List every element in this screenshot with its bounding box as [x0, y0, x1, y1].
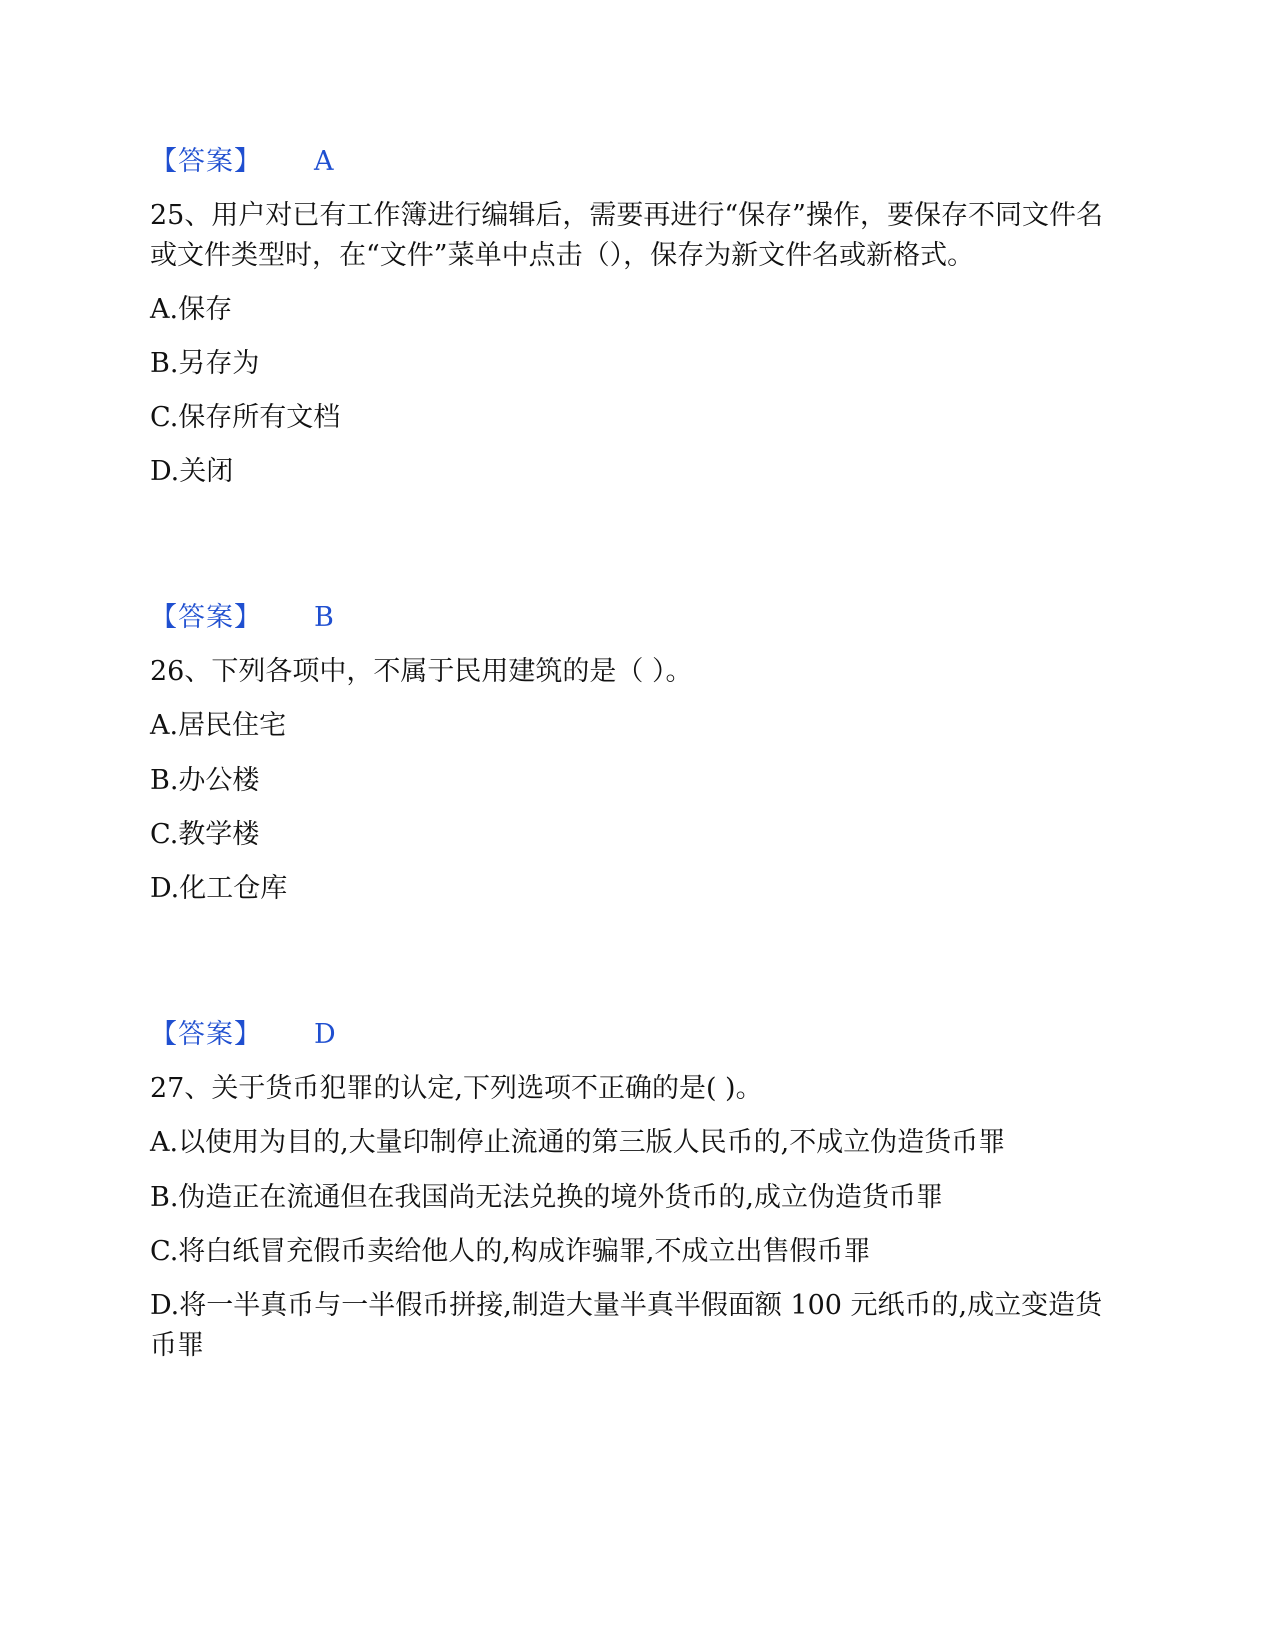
option-26-b: B.办公楼 [150, 765, 260, 796]
answer-label: 【答案】 [150, 602, 262, 633]
option-26-d: D.化工仓库 [150, 873, 288, 904]
option-25-c: C.保存所有文档 [150, 402, 341, 433]
option-26-a: A.居民住宅 [150, 710, 287, 741]
answer-line-2 [150, 598, 334, 638]
option-25-b: B.另存为 [150, 348, 260, 379]
option-25-a: A.保存 [150, 294, 233, 325]
question-26: 26、下列各项中，不属于民用建筑的是（ ）。 [150, 656, 693, 687]
question-25: 25、用户对已有工作簿进行编辑后，需要再进行“保存”操作，要保存不同文件名或文件类型时，在“文件”菜单中点击（），保存为新文件名或新格式。 [150, 200, 1103, 271]
option-25-d: D.关闭 [150, 456, 234, 487]
option-27-c: C.将白纸冒充假币卖给他人的,构成诈骗罪,不成立出售假币罪 [150, 1236, 871, 1267]
option-27-a: A.以使用为目的,大量印制停止流通的第三版人民币的,不成立伪造货币罪 [150, 1127, 1006, 1158]
answer-value: B [314, 602, 334, 633]
answer-line-1 [150, 142, 334, 182]
question-27: 27、关于货币犯罪的认定,下列选项不正确的是( )。 [150, 1073, 763, 1104]
option-27-d: D.将一半真币与一半假币拼接,制造大量半真半假面额 100 元纸币的,成立变造货币罪 [150, 1290, 1103, 1361]
answer-label: 【答案】 [150, 146, 262, 177]
answer-value: A [314, 146, 334, 177]
answer-value: D [314, 1019, 336, 1050]
option-27-b: B.伪造正在流通但在我国尚无法兑换的境外货币的,成立伪造货币罪 [150, 1182, 944, 1213]
option-26-c: C.教学楼 [150, 819, 260, 850]
answer-line-3 [150, 1015, 336, 1055]
answer-label: 【答案】 [150, 1019, 262, 1050]
